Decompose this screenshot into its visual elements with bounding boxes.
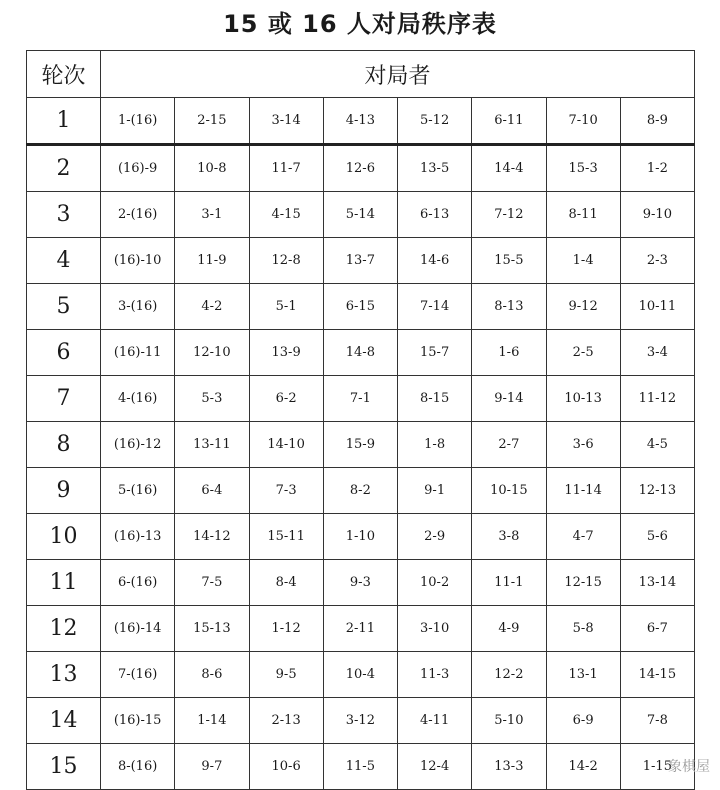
- table-row: [27, 560, 695, 606]
- pairing-cell: 4-2: [175, 284, 249, 330]
- pairing-cell: 5-6: [620, 514, 694, 560]
- pairing-cell: 13-1: [546, 652, 620, 698]
- pairing-cell: 8-4: [249, 560, 323, 606]
- pairing-cell: 15-11: [249, 514, 323, 560]
- pairing-cell: 1-6: [472, 330, 546, 376]
- pairing-cell: (16)-10: [101, 238, 175, 284]
- pairing-cell: 12-2: [472, 652, 546, 698]
- pairing-cell: 7-3: [249, 468, 323, 514]
- pairing-cell: 13-5: [398, 145, 472, 192]
- pairing-cell: 15-5: [472, 238, 546, 284]
- table-row: [27, 192, 695, 238]
- pairing-cell: 1-15: [620, 744, 694, 790]
- round-header: 轮次: [27, 51, 101, 98]
- pairing-cell: 4-7: [546, 514, 620, 560]
- pairing-cell: 3-10: [398, 606, 472, 652]
- pairing-cell: 7-12: [472, 192, 546, 238]
- pairing-cell: 1-12: [249, 606, 323, 652]
- pairing-cell: 2-(16): [101, 192, 175, 238]
- pairing-cell: 14-4: [472, 145, 546, 192]
- pairing-cell: 14-15: [620, 652, 694, 698]
- round-number: 7: [27, 376, 101, 422]
- pairing-cell: 2-11: [323, 606, 397, 652]
- pairings-header: 对局者: [101, 51, 695, 98]
- pairing-cell: 12-10: [175, 330, 249, 376]
- pairing-cell: 3-(16): [101, 284, 175, 330]
- pairing-cell: 11-12: [620, 376, 694, 422]
- pairing-cell: 2-15: [175, 98, 249, 145]
- pairing-cell: 4-13: [323, 98, 397, 145]
- page-title: 15 或 16 人对局秩序表: [223, 10, 497, 38]
- pairing-cell: 9-3: [323, 560, 397, 606]
- pairing-cell: 9-14: [472, 376, 546, 422]
- pairing-cell: 7-10: [546, 98, 620, 145]
- pairing-cell: 8-13: [472, 284, 546, 330]
- pairing-cell: 14-10: [249, 422, 323, 468]
- pairing-cell: 3-4: [620, 330, 694, 376]
- pairing-cell: 13-3: [472, 744, 546, 790]
- pairing-cell: 7-1: [323, 376, 397, 422]
- pairing-cell: 1-8: [398, 422, 472, 468]
- pairing-cell: 9-1: [398, 468, 472, 514]
- pairing-cell: 3-12: [323, 698, 397, 744]
- pairing-cell: 10-11: [620, 284, 694, 330]
- pairing-cell: 10-8: [175, 145, 249, 192]
- pairing-cell: 11-3: [398, 652, 472, 698]
- round-number: 10: [27, 514, 101, 560]
- pairing-cell: 6-4: [175, 468, 249, 514]
- pairing-cell: 11-5: [323, 744, 397, 790]
- pairing-cell: 2-3: [620, 238, 694, 284]
- pairing-cell: 8-11: [546, 192, 620, 238]
- pairing-cell: 12-15: [546, 560, 620, 606]
- pairing-cell: 4-5: [620, 422, 694, 468]
- pairing-cell: 14-8: [323, 330, 397, 376]
- pairing-cell: (16)-12: [101, 422, 175, 468]
- pairing-cell: 8-9: [620, 98, 694, 145]
- pairing-cell: 5-8: [546, 606, 620, 652]
- pairing-cell: (16)-15: [101, 698, 175, 744]
- pairing-cell: 5-(16): [101, 468, 175, 514]
- pairing-cell: 5-10: [472, 698, 546, 744]
- pairing-cell: 2-7: [472, 422, 546, 468]
- pairing-cell: 10-2: [398, 560, 472, 606]
- pairing-cell: 13-11: [175, 422, 249, 468]
- round-number: 5: [27, 284, 101, 330]
- pairing-cell: 11-1: [472, 560, 546, 606]
- pairing-cell: 13-14: [620, 560, 694, 606]
- pairing-cell: 4-(16): [101, 376, 175, 422]
- round-number: 15: [27, 744, 101, 790]
- pairing-cell: 1-14: [175, 698, 249, 744]
- round-number: 13: [27, 652, 101, 698]
- pairing-cell: 10-13: [546, 376, 620, 422]
- table-row: [27, 145, 695, 192]
- pairing-cell: (16)-13: [101, 514, 175, 560]
- table-row: [27, 514, 695, 560]
- round-number: 9: [27, 468, 101, 514]
- pairing-cell: 5-1: [249, 284, 323, 330]
- pairing-cell: 4-11: [398, 698, 472, 744]
- table-row: [27, 330, 695, 376]
- pairing-cell: 15-9: [323, 422, 397, 468]
- table-row: [27, 698, 695, 744]
- table-row: [27, 98, 695, 145]
- pairing-cell: 4-15: [249, 192, 323, 238]
- pairing-cell: 11-7: [249, 145, 323, 192]
- pairing-cell: 15-3: [546, 145, 620, 192]
- pairing-cell: 5-3: [175, 376, 249, 422]
- pairing-cell: 8-15: [398, 376, 472, 422]
- round-number: 8: [27, 422, 101, 468]
- table-row: [27, 468, 695, 514]
- pairing-cell: 14-2: [546, 744, 620, 790]
- pairing-cell: 8-6: [175, 652, 249, 698]
- pairing-cell: 12-13: [620, 468, 694, 514]
- round-number: 6: [27, 330, 101, 376]
- watermark: 象棋屋: [668, 759, 710, 775]
- pairing-cell: 14-12: [175, 514, 249, 560]
- pairing-cell: 3-1: [175, 192, 249, 238]
- pairing-cell: 10-4: [323, 652, 397, 698]
- table-row: [27, 284, 695, 330]
- pairing-cell: 13-7: [323, 238, 397, 284]
- pairing-cell: 11-14: [546, 468, 620, 514]
- pairing-cell: 7-5: [175, 560, 249, 606]
- table-row: [27, 744, 695, 790]
- pairing-cell: 2-13: [249, 698, 323, 744]
- round-number: 14: [27, 698, 101, 744]
- pairing-cell: 6-13: [398, 192, 472, 238]
- header-row: [27, 51, 695, 98]
- pairing-cell: 7-14: [398, 284, 472, 330]
- round-number: 4: [27, 238, 101, 284]
- pairing-cell: 1-2: [620, 145, 694, 192]
- schedule-table: [26, 50, 695, 790]
- round-number: 2: [27, 145, 101, 192]
- pairing-cell: 9-12: [546, 284, 620, 330]
- pairing-cell: 11-9: [175, 238, 249, 284]
- table-row: [27, 238, 695, 284]
- pairing-cell: 3-14: [249, 98, 323, 145]
- pairing-cell: 6-15: [323, 284, 397, 330]
- pairing-cell: 6-11: [472, 98, 546, 145]
- pairing-cell: 15-13: [175, 606, 249, 652]
- pairing-cell: 8-2: [323, 468, 397, 514]
- pairing-cell: 5-12: [398, 98, 472, 145]
- pairing-cell: 10-6: [249, 744, 323, 790]
- pairing-cell: 6-9: [546, 698, 620, 744]
- round-number: 3: [27, 192, 101, 238]
- pairing-cell: 2-5: [546, 330, 620, 376]
- pairing-cell: 5-14: [323, 192, 397, 238]
- table-row: [27, 422, 695, 468]
- pairing-cell: 13-9: [249, 330, 323, 376]
- pairing-cell: 1-10: [323, 514, 397, 560]
- table-row: [27, 606, 695, 652]
- pairing-cell: 3-6: [546, 422, 620, 468]
- pairing-cell: 10-15: [472, 468, 546, 514]
- pairing-cell: 9-5: [249, 652, 323, 698]
- pairing-cell: 6-2: [249, 376, 323, 422]
- table-row: [27, 652, 695, 698]
- pairing-cell: 8-(16): [101, 744, 175, 790]
- pairing-cell: 2-9: [398, 514, 472, 560]
- pairing-cell: 6-7: [620, 606, 694, 652]
- pairing-cell: 9-7: [175, 744, 249, 790]
- pairing-cell: 7-(16): [101, 652, 175, 698]
- pairing-cell: 12-8: [249, 238, 323, 284]
- pairing-cell: 12-4: [398, 744, 472, 790]
- pairing-cell: 9-10: [620, 192, 694, 238]
- round-number: 12: [27, 606, 101, 652]
- pairing-cell: 14-6: [398, 238, 472, 284]
- pairing-cell: 4-9: [472, 606, 546, 652]
- pairing-cell: (16)-14: [101, 606, 175, 652]
- round-number: 1: [27, 98, 101, 145]
- pairing-cell: (16)-9: [101, 145, 175, 192]
- pairing-cell: 12-6: [323, 145, 397, 192]
- pairing-cell: 15-7: [398, 330, 472, 376]
- table-row: [27, 376, 695, 422]
- schedule-body: [27, 98, 695, 790]
- pairing-cell: (16)-11: [101, 330, 175, 376]
- pairing-cell: 7-8: [620, 698, 694, 744]
- pairing-cell: 6-(16): [101, 560, 175, 606]
- pairing-cell: 1-4: [546, 238, 620, 284]
- pairing-cell: 1-(16): [101, 98, 175, 145]
- round-number: 11: [27, 560, 101, 606]
- pairing-cell: 3-8: [472, 514, 546, 560]
